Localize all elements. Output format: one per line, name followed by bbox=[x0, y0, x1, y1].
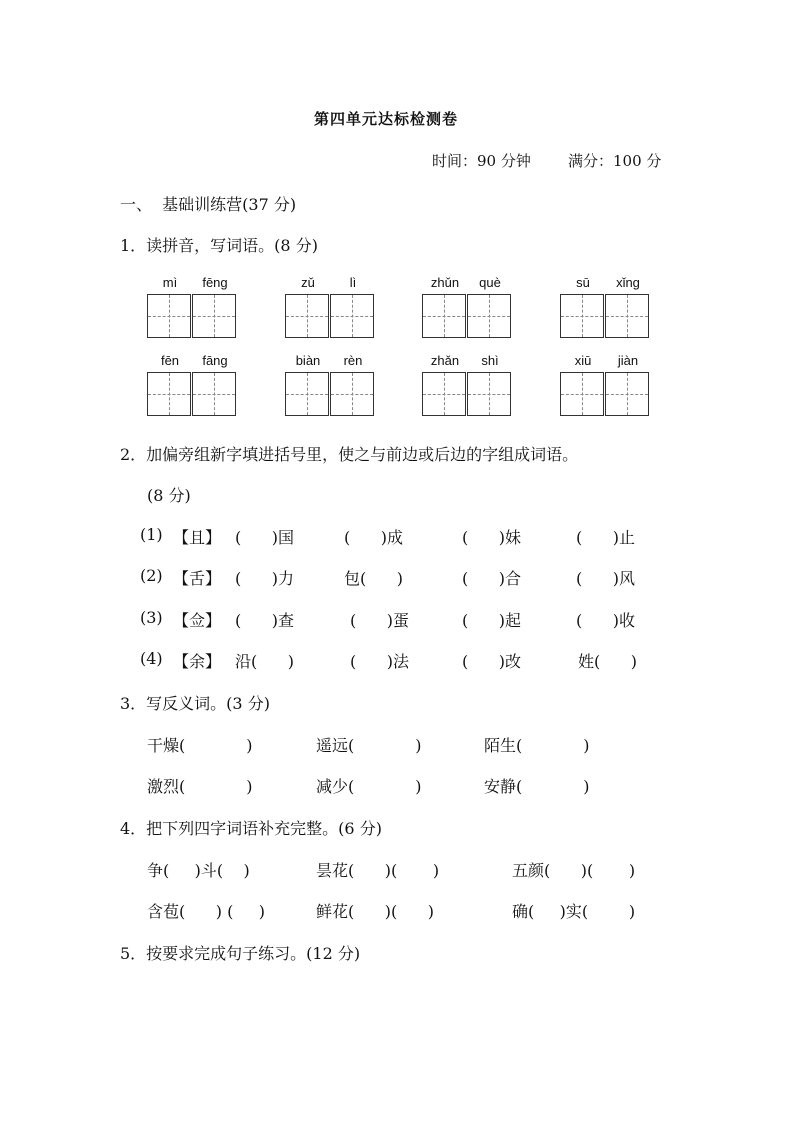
radical-key: 【佥】 bbox=[173, 611, 222, 630]
radical-key: 【且】 bbox=[173, 528, 222, 547]
idiom-blank[interactable]: 争( )斗( ) bbox=[147, 861, 250, 880]
blank-item[interactable]: ( )风 bbox=[576, 569, 636, 588]
pinyin: biàn bbox=[295, 353, 321, 368]
pinyin: fēng bbox=[202, 275, 228, 290]
question-1-prompt: 1．读拼音，写词语。(8 分) bbox=[120, 236, 318, 255]
writing-box[interactable] bbox=[467, 294, 511, 338]
page-title: 第四单元达标检测卷 bbox=[314, 110, 459, 128]
idiom-blank[interactable]: 确( )实( ) bbox=[512, 902, 636, 921]
blank-item[interactable]: ( )合 bbox=[462, 569, 522, 588]
writing-box[interactable] bbox=[560, 294, 604, 338]
pinyin: fāng bbox=[202, 353, 228, 368]
row-number: (4) bbox=[140, 649, 163, 668]
idiom-blank[interactable]: 鲜花( )( ) bbox=[316, 902, 435, 921]
antonym-blank[interactable]: 激烈( ) bbox=[147, 777, 253, 796]
pinyin: rèn bbox=[343, 353, 363, 368]
antonym-blank[interactable]: 减少( ) bbox=[316, 777, 422, 796]
blank-item[interactable]: ( )力 bbox=[235, 569, 295, 588]
pinyin: zhǎn bbox=[430, 353, 460, 368]
antonym-blank[interactable]: 干燥( ) bbox=[147, 736, 253, 755]
pinyin: lì bbox=[349, 275, 357, 290]
blank-item[interactable]: ( )成 bbox=[344, 528, 404, 547]
pinyin: fēn bbox=[160, 353, 180, 368]
row-number: (3) bbox=[140, 608, 163, 627]
row-number: (2) bbox=[140, 566, 163, 585]
idiom-blank[interactable]: 含苞( ) ( ) bbox=[147, 902, 266, 921]
writing-box[interactable] bbox=[330, 372, 374, 416]
pinyin: què bbox=[479, 275, 501, 290]
blank-item[interactable]: 姓( ) bbox=[578, 652, 638, 671]
blank-item[interactable]: ( )蛋 bbox=[350, 611, 410, 630]
pinyin: jiàn bbox=[617, 353, 639, 368]
question-2-score: (8 分) bbox=[147, 486, 191, 505]
radical-key: 【舌】 bbox=[173, 569, 222, 588]
radical-key: 【余】 bbox=[173, 652, 222, 671]
blank-item[interactable]: ( )改 bbox=[462, 652, 522, 671]
time-limit: 时间：90 分钟 bbox=[432, 152, 531, 170]
pinyin: sū bbox=[576, 275, 590, 290]
writing-box[interactable] bbox=[192, 294, 236, 338]
question-5-prompt: 5．按要求完成句子练习。(12 分) bbox=[120, 944, 361, 963]
antonym-blank[interactable]: 安静( ) bbox=[484, 777, 590, 796]
antonym-blank[interactable]: 遥远( ) bbox=[316, 736, 422, 755]
section-heading: 一、 基础训练营(37 分) bbox=[120, 195, 297, 214]
pinyin: shì bbox=[481, 353, 499, 368]
blank-item[interactable]: ( )收 bbox=[576, 611, 636, 630]
writing-box[interactable] bbox=[422, 294, 466, 338]
blank-item[interactable]: 沿( ) bbox=[235, 652, 295, 671]
pinyin: zhǔn bbox=[430, 275, 460, 290]
writing-box[interactable] bbox=[285, 294, 329, 338]
blank-item[interactable]: ( )起 bbox=[462, 611, 522, 630]
blank-item[interactable]: ( )查 bbox=[235, 611, 295, 630]
writing-box[interactable] bbox=[147, 294, 191, 338]
blank-item[interactable]: ( )妹 bbox=[462, 528, 522, 547]
writing-box[interactable] bbox=[560, 372, 604, 416]
question-4-prompt: 4．把下列四字词语补充完整。(6 分) bbox=[120, 819, 382, 838]
writing-box[interactable] bbox=[605, 294, 649, 338]
question-3-prompt: 3．写反义词。(3 分) bbox=[120, 694, 270, 713]
writing-box[interactable] bbox=[147, 372, 191, 416]
antonym-blank[interactable]: 陌生( ) bbox=[484, 736, 590, 755]
blank-item[interactable]: ( )止 bbox=[576, 528, 636, 547]
blank-item[interactable]: ( )国 bbox=[235, 528, 295, 547]
writing-box[interactable] bbox=[467, 372, 511, 416]
row-number: (1) bbox=[140, 525, 163, 544]
idiom-blank[interactable]: 昙花( )( ) bbox=[316, 861, 440, 880]
writing-box[interactable] bbox=[285, 372, 329, 416]
blank-item[interactable]: 包( ) bbox=[344, 569, 404, 588]
writing-box[interactable] bbox=[422, 372, 466, 416]
full-score: 满分：100 分 bbox=[568, 152, 662, 170]
writing-box[interactable] bbox=[330, 294, 374, 338]
blank-item[interactable]: ( )法 bbox=[350, 652, 410, 671]
writing-box[interactable] bbox=[605, 372, 649, 416]
pinyin: mì bbox=[162, 275, 178, 290]
idiom-blank[interactable]: 五颜( )( ) bbox=[512, 861, 636, 880]
question-2-prompt: 2．加偏旁组新字填进括号里，使之与前边或后边的字组成词语。 bbox=[120, 445, 579, 464]
pinyin: xǐng bbox=[616, 275, 640, 290]
pinyin: zǔ bbox=[301, 275, 315, 290]
pinyin: xiū bbox=[574, 353, 592, 368]
writing-box[interactable] bbox=[192, 372, 236, 416]
